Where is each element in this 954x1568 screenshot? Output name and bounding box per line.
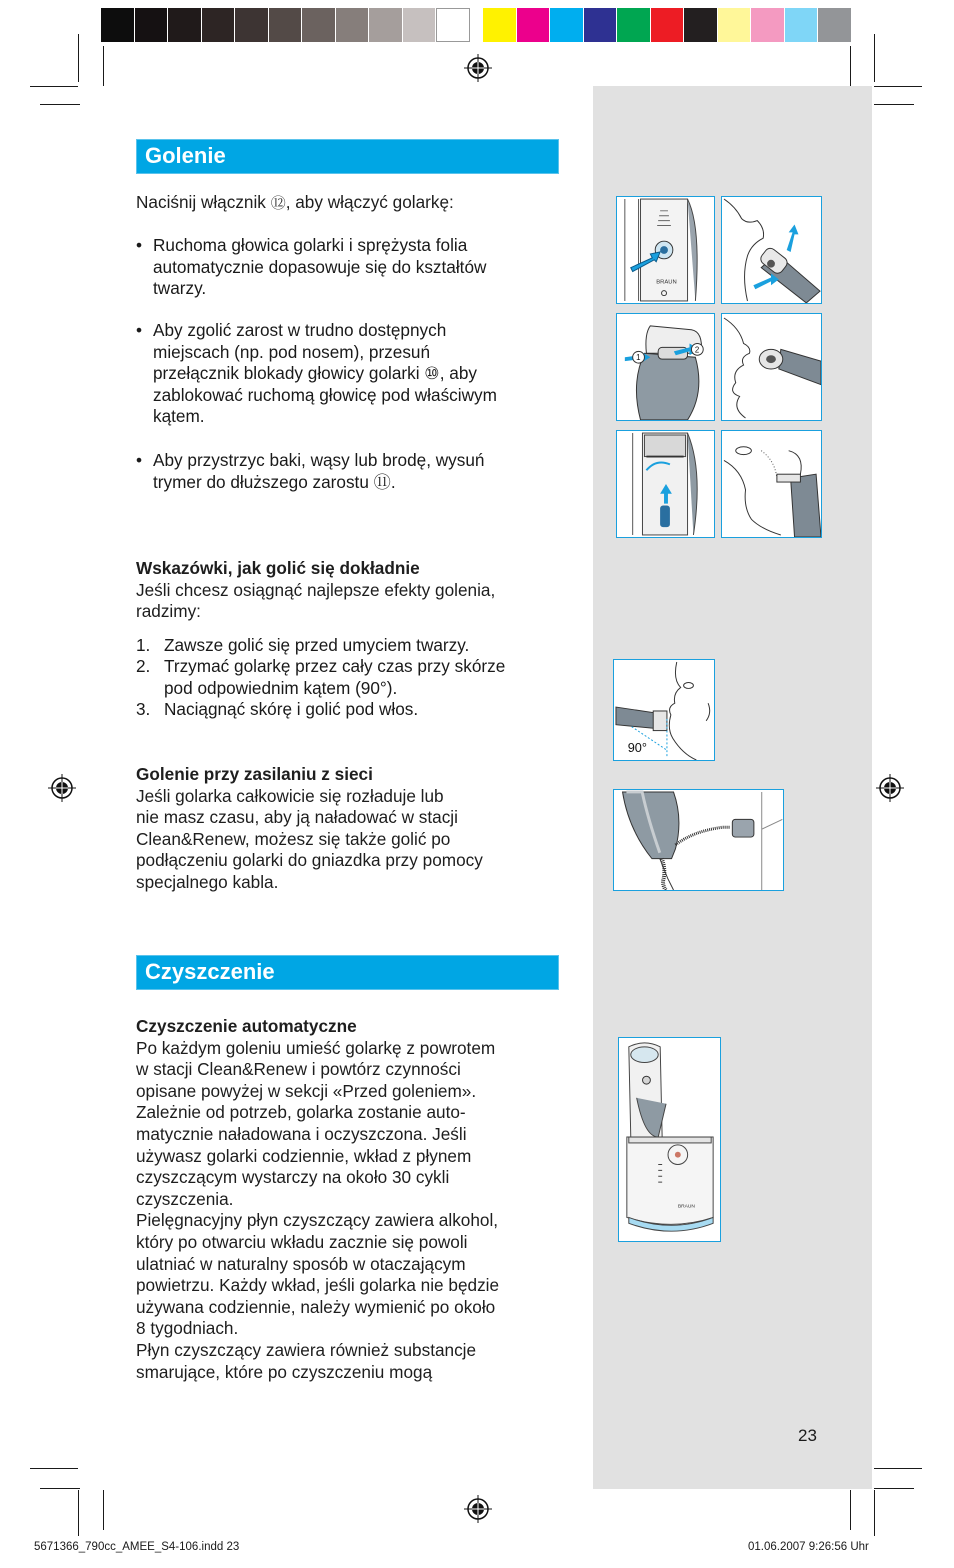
step-number-1: 1 (636, 353, 641, 363)
tips-heading: Wskazówki, jak golić się dokładnie (136, 558, 420, 578)
registration-mark-right (876, 774, 904, 802)
registration-mark-top (464, 54, 492, 82)
crop-mark (78, 1490, 79, 1536)
illustration-lock-switch (616, 313, 715, 421)
footer-timestamp: 01.06.2007 9:26:56 Uhr (748, 1541, 869, 1553)
crop-mark (874, 1468, 922, 1469)
illustration-under-nose (721, 313, 822, 421)
illustration-switch-on (616, 196, 715, 304)
crop-mark (850, 46, 851, 86)
crop-mark (874, 1490, 875, 1536)
crop-mark (850, 1490, 851, 1530)
registration-mark-left (48, 774, 76, 802)
illustration-pivot-head (721, 196, 822, 304)
footer-file-info: 5671366_790cc_AMEE_S4-106.indd 23 (34, 1541, 240, 1553)
crop-mark (40, 104, 80, 105)
gray-swatch-bar (101, 8, 470, 42)
illustration-shaving-angle (613, 659, 715, 761)
color-swatch-bar (483, 8, 852, 42)
section-heading-shaving (136, 139, 559, 174)
brand-label: BRAUN (656, 279, 677, 286)
tips-block: Wskazówki, jak golić się dokładnie Jeśli chcesz osiągnąć najlepsze efekty golenia, radzimy: (136, 558, 566, 623)
crop-mark (103, 1490, 104, 1530)
cleaning-block: Czyszczenie automatyczne Po każdym goleniu umieść golarkę z powrotem w stacji Clean&Renew i powtórz czynności opisane powyżej w sekcji «Przed goleniem». Zależnie od potrzeb, golarka zostanie auto- matycznie naładowana i oczyszczona. Jeśli używasz golarki codziennie, wkład z płynem czyszczącym wystarczy na około 30 cykli czyszczenia. Pielęgnacyjny płyn czyszczący zawiera alkohol, który po otwarciu wkładu zacznie się powoli ulatniać w naturalny sposób w otaczającym powietrzu. Każdy wkład, jeśli golarka nie będzie używana codziennie, należy wymienić po około 8 tygodniach. Płyn czyszczący zawiera również substancje smarujące, które po czyszczeniu mogą (136, 1016, 566, 1383)
mains-heading: Golenie przy zasilaniu z sieci (136, 764, 373, 784)
illustration-trimmer (616, 430, 715, 538)
section-title: Czyszczenie (145, 959, 275, 984)
illustration-mains-cable (613, 789, 784, 891)
page-number: 23 (798, 1426, 817, 1445)
switch-symbol: ⑫ (270, 195, 286, 212)
step-number-2: 2 (694, 345, 700, 355)
registration-mark-bottom (464, 1495, 492, 1523)
crop-mark (874, 34, 875, 82)
crop-mark (874, 1488, 914, 1489)
crop-mark (40, 1488, 80, 1489)
crop-mark (874, 86, 922, 87)
brand-label: BRAUN (677, 1204, 695, 1210)
auto-cleaning-heading: Czyszczenie automatyczne (136, 1016, 357, 1036)
mains-block: Golenie przy zasilaniu z sieci Jeśli golarka całkowicie się rozładuje lub nie masz czasu, aby ją naładować w stacji Clean&Renew, możesz się także golić po podłączeniu golarki do gniazdka przy pomocy specjalnego kabla. (136, 764, 566, 894)
illustration-sideburn (721, 430, 822, 538)
section-heading-cleaning (136, 955, 559, 990)
illustration-cleaning-station (618, 1037, 721, 1242)
angle-label: 90° (627, 740, 647, 756)
crop-mark (30, 1468, 78, 1469)
crop-mark (874, 104, 914, 105)
crop-mark (78, 34, 79, 82)
shaving-intro: Naciśnij włącznik ⑫, aby włączyć golarkę: (136, 192, 454, 212)
crop-mark (30, 86, 78, 87)
section-title: Golenie (145, 143, 226, 168)
crop-mark (103, 46, 104, 86)
